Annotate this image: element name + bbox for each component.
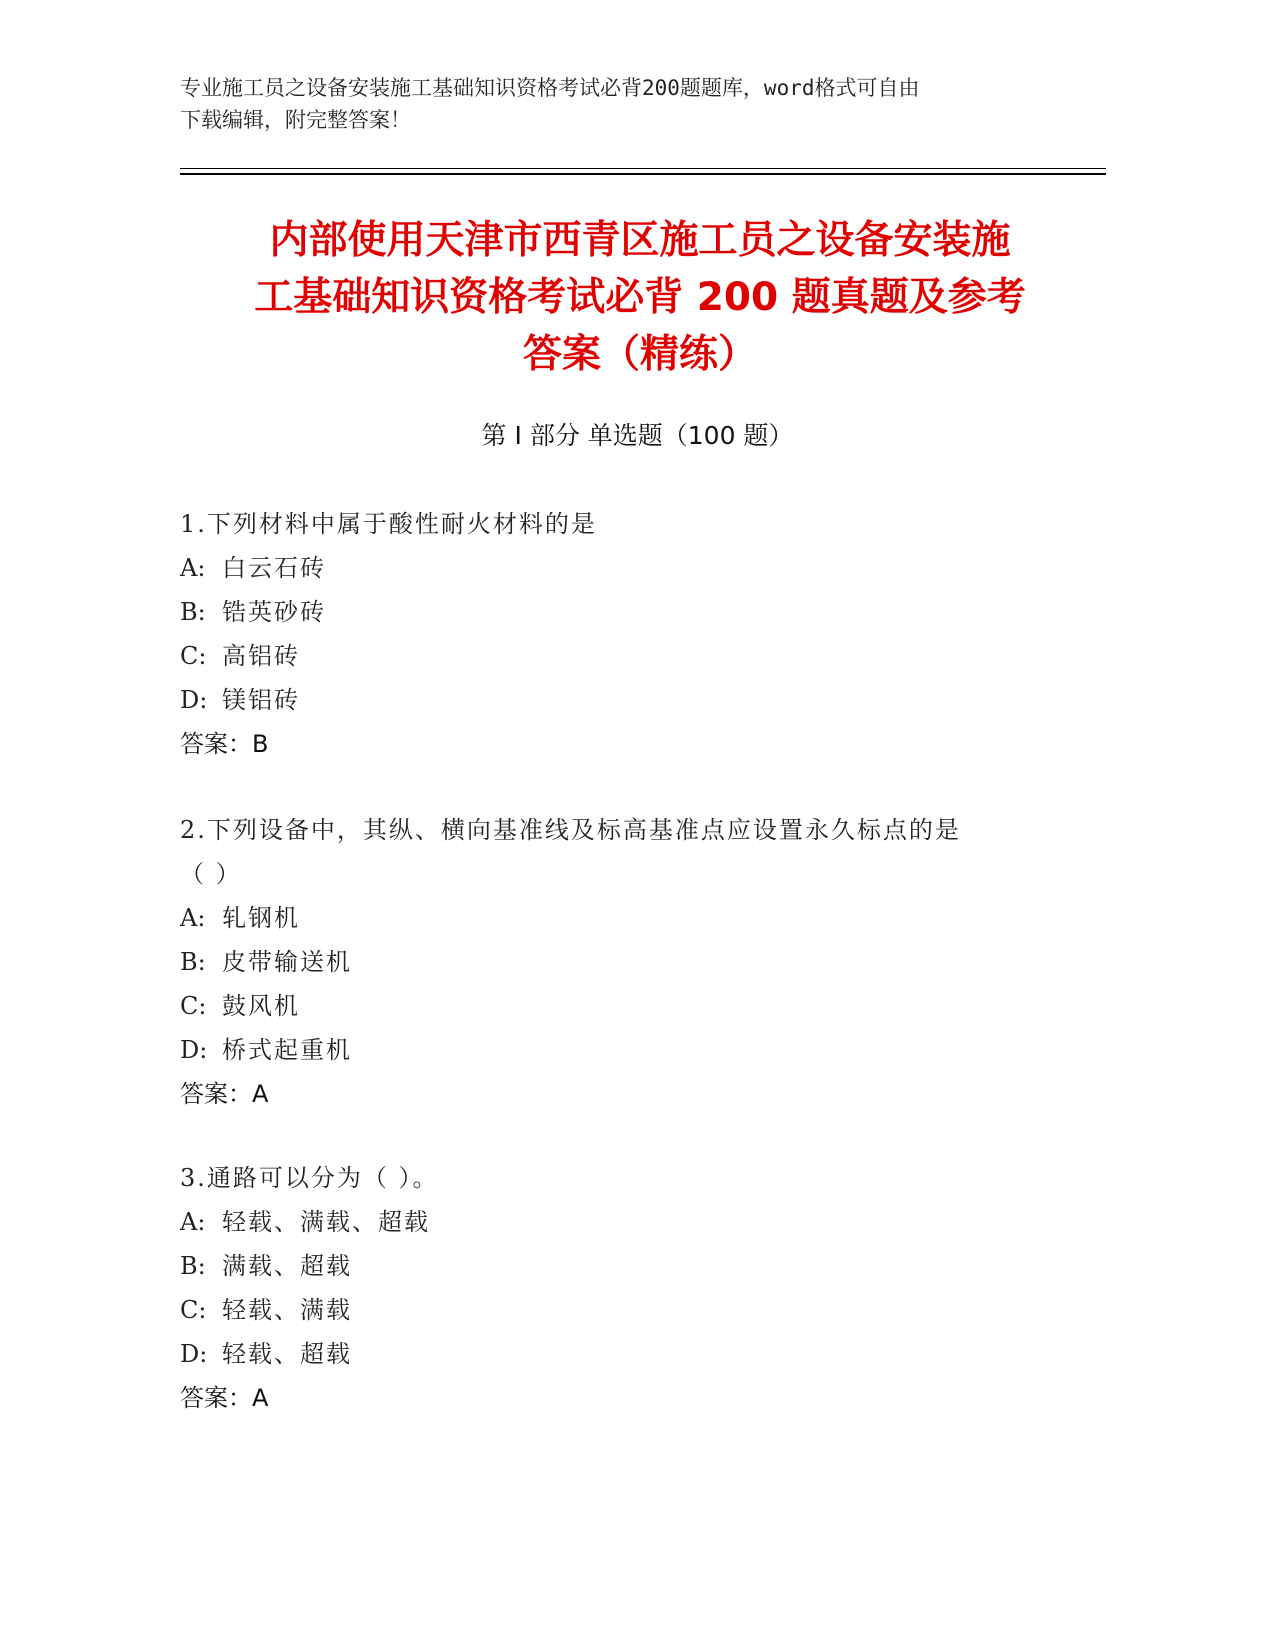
header-note-line-1: 专业施工员之设备安装施工基础知识资格考试必背200题题库，word格式可自由 (180, 76, 920, 100)
header-divider-bottom (180, 173, 1106, 175)
option-b (180, 590, 1080, 634)
option-b (180, 940, 1080, 984)
title-line-1: 内部使用天津市西青区施工员之设备安装施 (269, 218, 1011, 263)
option-text: 皮带输送机 (222, 948, 352, 976)
option-text: 轻载、满载、超载 (222, 1208, 430, 1236)
question-1 (180, 502, 1080, 766)
header-note (180, 72, 1060, 136)
question-stem: 3.通路可以分为（ ）。 (180, 1164, 439, 1192)
option-key: D: (180, 686, 208, 714)
title-line-3: 答案（精练） (522, 332, 757, 377)
question-stem-continuation: （ ） (180, 860, 242, 888)
option-text: 锆英砂砖 (222, 598, 326, 626)
option-key: D: (180, 1036, 208, 1064)
option-key: D: (180, 1340, 208, 1368)
option-text: 满载、超载 (222, 1252, 352, 1280)
answer-line: 答案：A (180, 1080, 269, 1108)
option-text: 白云石砖 (222, 554, 326, 582)
option-b (180, 1244, 1080, 1288)
option-text: 高铝砖 (222, 642, 300, 670)
option-a (180, 546, 1080, 590)
document-title (170, 212, 1110, 383)
option-key: C: (180, 642, 207, 670)
option-c (180, 634, 1080, 678)
title-line-2: 工基础知识资格考试必背 200 题真题及参考 (254, 275, 1026, 320)
option-key: B: (180, 1252, 206, 1280)
answer-line: 答案：B (180, 730, 269, 758)
option-text: 轻载、超载 (222, 1340, 352, 1368)
option-key: B: (180, 948, 206, 976)
question-3 (180, 1156, 1080, 1420)
option-text: 轻载、满载 (222, 1296, 352, 1324)
option-key: A: (180, 1208, 206, 1236)
section-heading: 第 I 部分 单选题（100 题） (481, 421, 794, 450)
option-a (180, 896, 1080, 940)
option-c (180, 984, 1080, 1028)
option-key: C: (180, 1296, 207, 1324)
option-key: A: (180, 554, 206, 582)
option-text: 桥式起重机 (222, 1036, 352, 1064)
header-divider-top (180, 168, 1106, 169)
option-a (180, 1200, 1080, 1244)
option-key: C: (180, 992, 207, 1020)
option-text: 轧钢机 (222, 904, 300, 932)
option-key: A: (180, 904, 206, 932)
question-stem: 2.下列设备中，其纵、横向基准线及标高基准点应设置永久标点的是 (180, 816, 961, 844)
option-key: B: (180, 598, 206, 626)
option-d (180, 1028, 1080, 1072)
option-d (180, 678, 1080, 722)
option-c (180, 1288, 1080, 1332)
option-d (180, 1332, 1080, 1376)
question-stem: 1.下列材料中属于酸性耐火材料的是 (180, 510, 597, 538)
header-note-line-2: 下载编辑，附完整答案！ (180, 108, 411, 132)
question-2 (180, 808, 1080, 1116)
answer-line: 答案：A (180, 1384, 269, 1412)
option-text: 鼓风机 (222, 992, 300, 1020)
option-text: 镁铝砖 (222, 686, 300, 714)
